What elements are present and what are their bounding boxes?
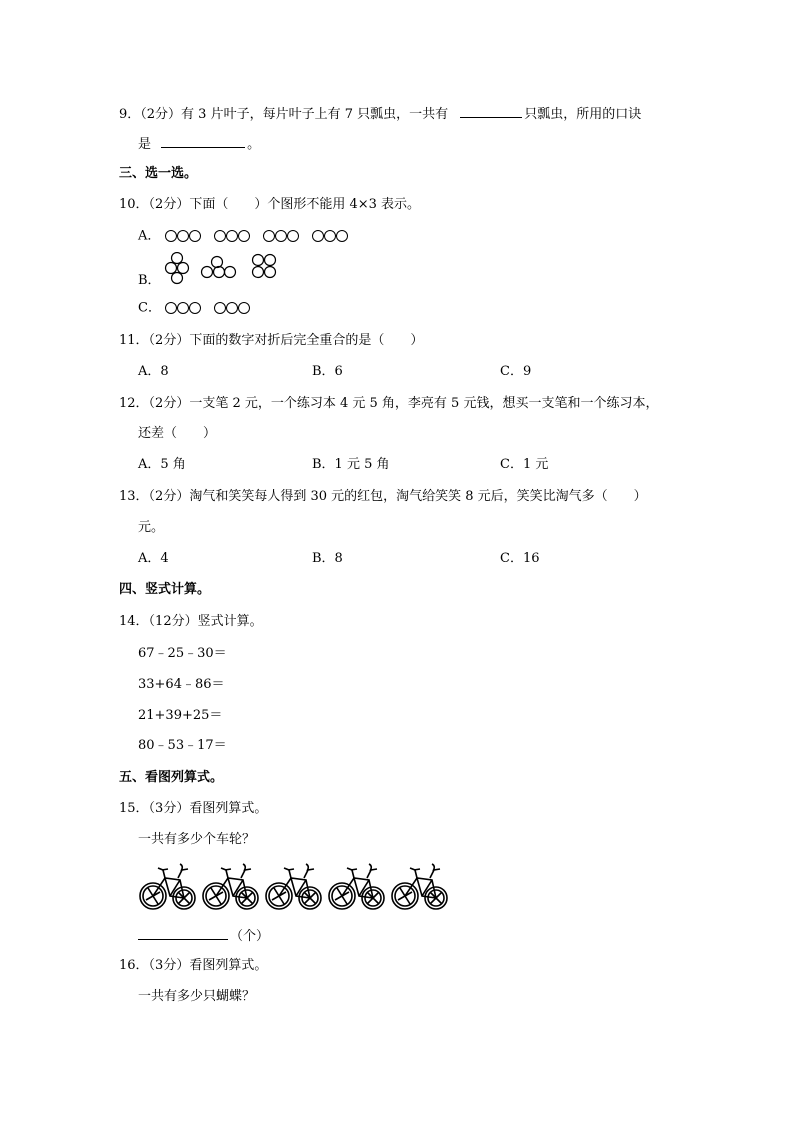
q11-option-b[interactable]: B．6 — [312, 364, 343, 379]
q15-stem: 15．（3分）看图列算式。 — [119, 801, 268, 816]
q11-option-c[interactable]: C．9 — [500, 364, 532, 379]
bicycles-picture — [138, 856, 458, 916]
q11-option-a[interactable]: A．8 — [138, 364, 169, 379]
circle — [265, 267, 276, 278]
circle-group — [263, 228, 299, 244]
circle — [166, 263, 177, 274]
circle — [253, 267, 264, 278]
bicycle-icon — [140, 864, 195, 909]
q13-stem-line1: 13．（2分）淘气和笑笑每人得到 30 元的红包，淘气给笑笑 8 元后，笑笑比淘气多（ ） — [119, 489, 647, 504]
bicycle-icon — [203, 864, 258, 909]
q13-option-b[interactable]: B．8 — [312, 551, 343, 566]
circle-group — [165, 300, 201, 316]
circle — [225, 267, 236, 278]
q12-stem-line2: 还差（ ） — [138, 426, 217, 441]
circle-group — [312, 228, 348, 244]
q16-question: 一共有多少只蝴蝶？ — [138, 989, 256, 1004]
q12-stem-line1: 12．（2分）一支笔 2 元，一个练习本 4 元 5 角，李亮有 5 元钱，想买一支笔和一个练习本， — [119, 396, 659, 411]
circle — [212, 257, 223, 268]
q12-option-b[interactable]: B．1 元 5 角 — [312, 457, 390, 472]
circle-group — [214, 228, 250, 244]
q10-option-a[interactable]: A． — [138, 228, 357, 245]
bicycle-icon — [392, 864, 447, 909]
q14-stem: 14．（12分）竖式计算。 — [119, 614, 263, 629]
q15-answer-blank[interactable] — [138, 926, 228, 940]
circle — [253, 255, 264, 266]
section5-heading: 五、看图列算式。 — [119, 770, 224, 785]
q11-stem: 11．（2分）下面的数字对折后完全重合的是（ ） — [119, 333, 424, 348]
bicycle-icon — [329, 864, 384, 909]
q9-answer-blank-2[interactable] — [161, 134, 245, 148]
q9-line1: 9．（2分）有 3 片叶子，每片叶子上有 7 只瓢虫，一共有 只瓢虫，所用的口诀 — [119, 104, 641, 123]
circle-group — [214, 300, 250, 316]
section4-heading: 四、竖式计算。 — [119, 582, 211, 597]
q9-answer-blank-1[interactable] — [460, 104, 522, 118]
q12-option-a[interactable]: A．5 角 — [138, 457, 186, 472]
circle — [172, 253, 183, 264]
q13-option-c[interactable]: C．16 — [500, 551, 540, 566]
q15-question: 一共有多少个车轮？ — [138, 832, 256, 847]
q16-stem: 16．（3分）看图列算式。 — [119, 958, 268, 973]
circle-group — [165, 228, 201, 244]
circle — [202, 267, 213, 278]
q10-option-c[interactable]: C． — [138, 300, 259, 317]
q10-option-b-circles — [160, 252, 290, 286]
section3-heading: 三、选一选。 — [119, 166, 198, 181]
q14-item: 33+64﹣86＝ — [138, 677, 225, 692]
q14-item: 21+39+25＝ — [138, 708, 223, 723]
q13-stem-line2: 元。 — [138, 520, 165, 535]
q10-option-b[interactable]: B． — [138, 273, 161, 288]
q14-item: 67﹣25﹣30＝ — [138, 646, 227, 661]
bicycle-icon — [266, 864, 321, 909]
q14-item: 80﹣53﹣17＝ — [138, 738, 227, 753]
q13-option-a[interactable]: A．4 — [138, 551, 169, 566]
q12-option-c[interactable]: C．1 元 — [500, 457, 549, 472]
circle — [214, 267, 225, 278]
circle — [178, 263, 189, 274]
q9-line2: 是 。 — [138, 134, 260, 153]
circle — [265, 255, 276, 266]
circle — [172, 273, 183, 284]
q15-answer-line: （个） — [138, 926, 269, 945]
q10-stem: 10．（2分）下面（ ）个图形不能用 4×3 表示。 — [119, 197, 421, 212]
